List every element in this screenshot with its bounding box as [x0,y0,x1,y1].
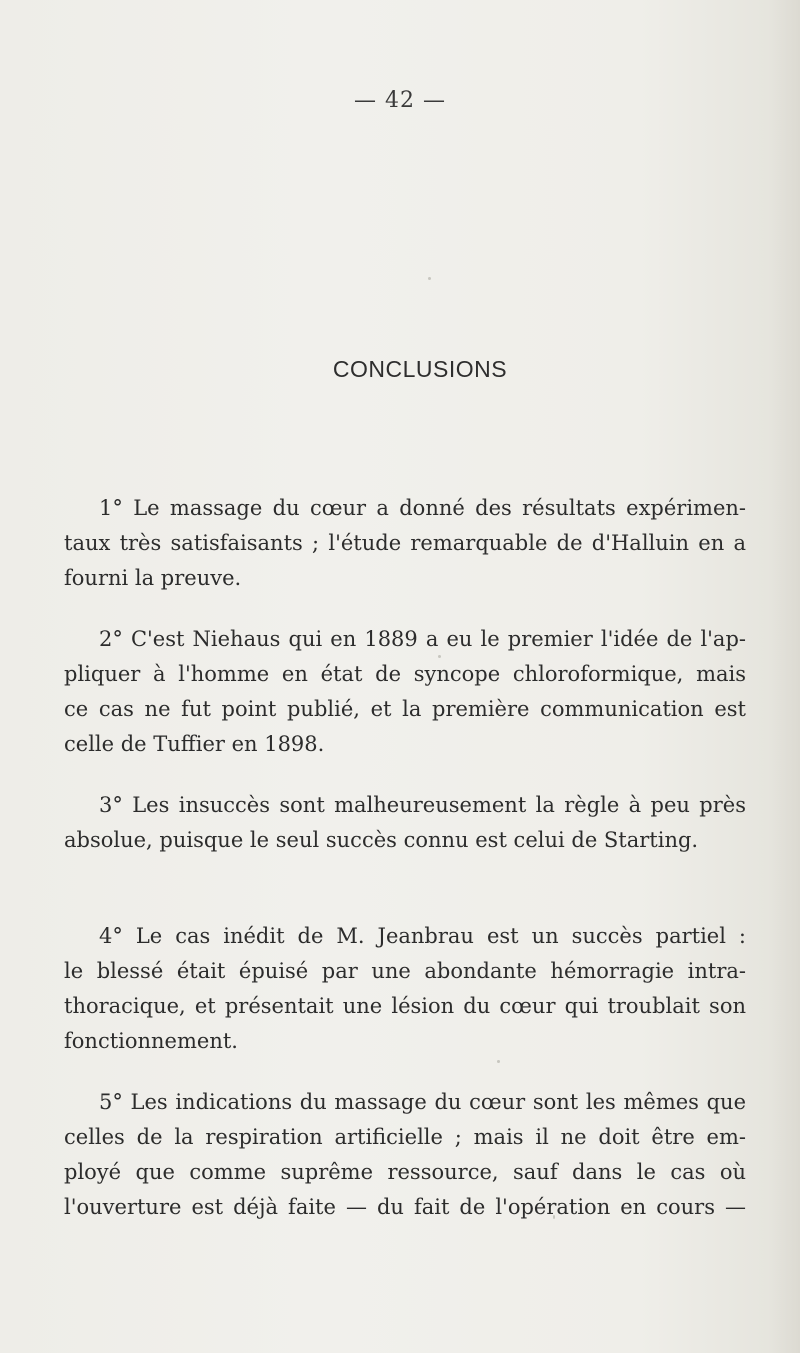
paragraph-line: 3° Les insuccès sont malheureusement la règle à peu près [99,793,746,817]
paper-speck [438,655,441,658]
paragraph-line: celles de la respiration artificielle ; mais il ne doit être em- [64,1125,746,1149]
paragraph-line: 4° Le cas inédit de M. Jeanbrau est un succès partiel : [99,924,746,948]
paragraph-line: thoracique, et présentait une lésion du cœur qui troublait son [64,994,746,1018]
conclusion-paragraph-1 [64,491,746,596]
paragraph-line: 1° Le massage du cœur a donné des résultats expérimen- [99,496,746,520]
paragraph-line: absolue, puisque le seul succès connu est celui de Starting. [64,828,699,852]
conclusion-paragraph-3 [64,788,746,858]
paragraph-line: fonctionnement. [64,1029,238,1053]
paragraph-line: 5° Les indications du massage du cœur sont les mêmes que [99,1090,746,1114]
paragraph-line: l'ouverture est déjà faite — du fait de l'opération en cours — [64,1195,746,1219]
paragraph-line: pliquer à l'homme en état de syncope chloroformique, mais [64,662,746,686]
conclusion-paragraph-2 [64,622,746,762]
paragraph-line: celle de Tuffier en 1898. [64,732,325,756]
conclusion-paragraph-5 [64,1085,746,1225]
section-title: CONCLUSIONS [332,356,508,382]
paragraph-line: ployé que comme suprême ressource, sauf dans le cas où [64,1160,746,1184]
paragraph-line: fourni la preuve. [64,566,242,590]
paper-speck [428,277,431,280]
paper-speck [497,1060,500,1063]
paper-speck [553,1215,555,1219]
paragraph-line: le blessé était épuisé par une abondante hémorragie intra- [64,959,746,983]
conclusion-paragraph-4 [64,919,746,1059]
paragraph-line: ce cas ne fut point publié, et la première communication est [64,697,746,721]
paragraph-line: taux très satisfaisants ; l'étude remarquable de d'Halluin en a [64,531,746,555]
page-number: — 42 — [354,88,446,113]
paragraph-line: 2° C'est Niehaus qui en 1889 a eu le premier l'idée de l'ap- [99,627,746,651]
